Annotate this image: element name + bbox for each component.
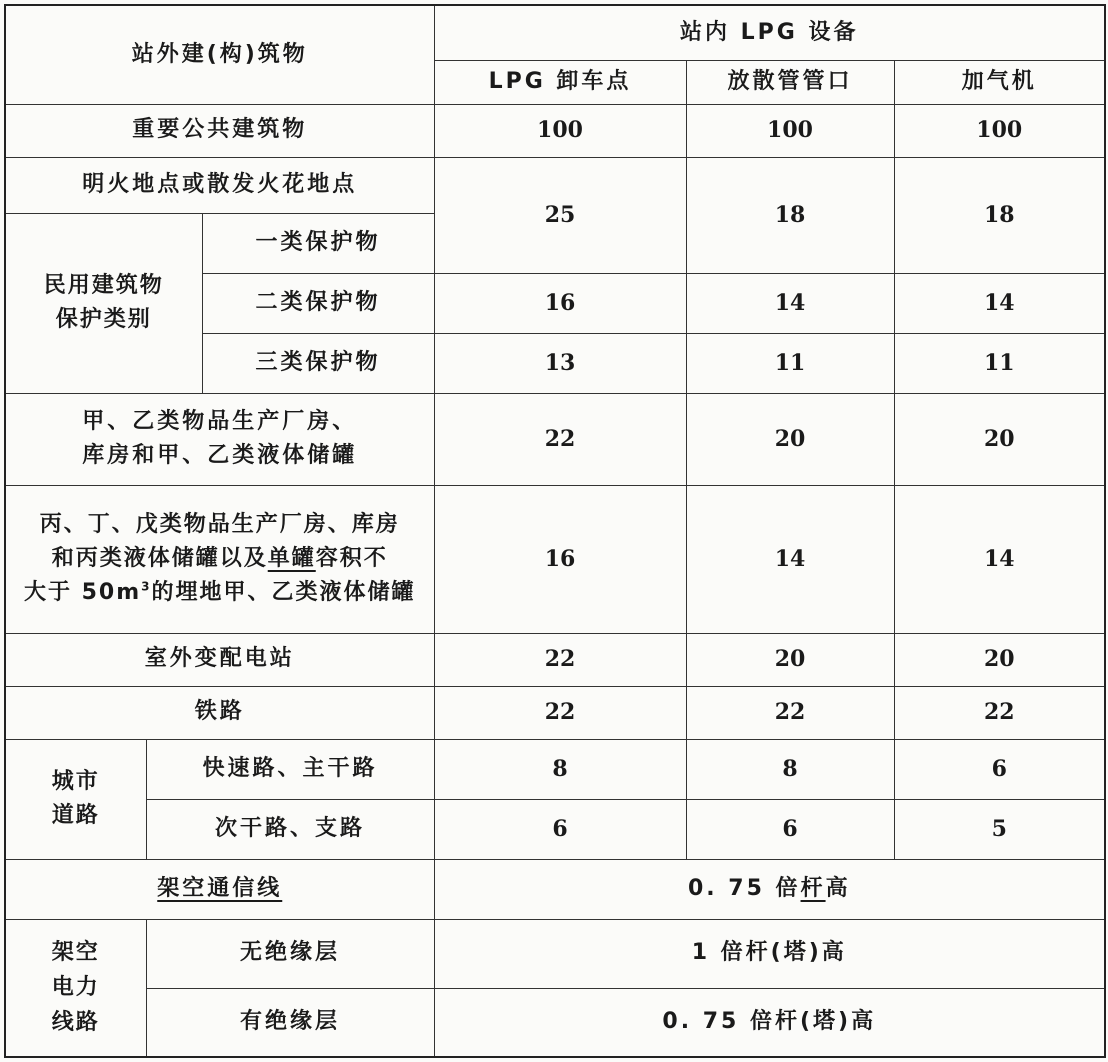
text-fragment: 的埋地甲、乙类液体储罐 bbox=[151, 580, 416, 606]
table-row bbox=[5, 988, 1105, 1057]
table-row bbox=[5, 919, 1105, 988]
table-row bbox=[5, 393, 1105, 485]
table-cell: 18 bbox=[686, 157, 894, 273]
row-label: 三类保护物 bbox=[202, 333, 434, 393]
header-inside-equipment: 站内 LPG 设备 bbox=[434, 5, 1105, 60]
merged-value-cell bbox=[434, 859, 1105, 919]
superscript: 3 bbox=[141, 579, 152, 594]
table-cell: 16 bbox=[434, 273, 686, 333]
table-cell: 22 bbox=[434, 393, 686, 485]
row-label: 铁路 bbox=[5, 686, 434, 739]
table-cell: 11 bbox=[686, 333, 894, 393]
column-header: 放散管管口 bbox=[686, 60, 894, 104]
power-line-group-label bbox=[5, 919, 146, 1057]
row-label bbox=[5, 393, 434, 485]
table-cell: 16 bbox=[434, 485, 686, 633]
row-label bbox=[5, 859, 434, 919]
table-cell: 22 bbox=[434, 633, 686, 686]
table-cell: 20 bbox=[686, 633, 894, 686]
row-label-line: 库房和甲、乙类液体储罐 bbox=[82, 443, 358, 468]
city-road-group-label bbox=[5, 739, 146, 859]
text-fragment: 大于 50m bbox=[23, 580, 142, 606]
table-cell: 22 bbox=[434, 686, 686, 739]
row-label-line bbox=[10, 542, 430, 576]
row-label-line: 丙、丁、戊类物品生产厂房、库房 bbox=[39, 511, 400, 537]
column-header: LPG 卸车点 bbox=[434, 60, 686, 104]
table-cell: 22 bbox=[686, 686, 894, 739]
underlined-text: 单罐 bbox=[267, 545, 316, 571]
table-cell: 22 bbox=[894, 686, 1105, 739]
row-label: 重要公共建筑物 bbox=[5, 104, 434, 157]
table-row bbox=[5, 739, 1105, 799]
table-cell: 14 bbox=[686, 485, 894, 633]
merged-value-cell: 1 倍杆(塔)高 bbox=[434, 919, 1105, 988]
table-cell: 14 bbox=[894, 485, 1105, 633]
row-label: 次干路、支路 bbox=[146, 799, 434, 859]
table-cell: 6 bbox=[434, 799, 686, 859]
text-fragment: 0. 75 倍 bbox=[687, 875, 801, 901]
column-header: 加气机 bbox=[894, 60, 1105, 104]
row-label: 室外变配电站 bbox=[5, 633, 434, 686]
row-label: 二类保护物 bbox=[202, 273, 434, 333]
group-label-line: 架空 bbox=[51, 939, 100, 965]
table-cell: 100 bbox=[434, 104, 686, 157]
underlined-text: 杆 bbox=[800, 875, 826, 901]
group-label-line: 电力 bbox=[51, 975, 100, 1001]
row-label: 快速路、主干路 bbox=[146, 739, 434, 799]
merged-value-cell: 0. 75 倍杆(塔)高 bbox=[434, 988, 1105, 1057]
text-fragment: 容积不 bbox=[315, 545, 388, 571]
table-cell: 20 bbox=[894, 393, 1105, 485]
row-label: 有绝缘层 bbox=[146, 988, 434, 1057]
group-label-line: 线路 bbox=[51, 1010, 100, 1036]
group-label-line: 城市 bbox=[51, 768, 100, 794]
row-label: 无绝缘层 bbox=[146, 919, 434, 988]
text-fragment: 和丙类液体储罐以及 bbox=[51, 545, 268, 571]
row-label-line: 甲、乙类物品生产厂房、 bbox=[82, 408, 358, 434]
row-label-line bbox=[10, 576, 430, 610]
table-cell: 6 bbox=[686, 799, 894, 859]
table-cell: 20 bbox=[686, 393, 894, 485]
row-label bbox=[5, 485, 434, 633]
table-row bbox=[5, 859, 1105, 919]
table-cell: 6 bbox=[894, 739, 1105, 799]
underlined-label: 架空通信线 bbox=[157, 875, 283, 901]
table-row bbox=[5, 485, 1105, 633]
header-outside-structure: 站外建(构)筑物 bbox=[5, 5, 434, 104]
table-cell: 100 bbox=[894, 104, 1105, 157]
table-row bbox=[5, 104, 1105, 157]
row-label: 明火地点或散发火花地点 bbox=[5, 157, 434, 213]
table-cell: 8 bbox=[686, 739, 894, 799]
civil-building-group-label bbox=[5, 213, 202, 393]
group-label-line: 民用建筑物 bbox=[43, 272, 164, 298]
table-row bbox=[5, 633, 1105, 686]
table-cell: 25 bbox=[434, 157, 686, 273]
table-cell: 13 bbox=[434, 333, 686, 393]
table-row bbox=[5, 5, 1105, 60]
distance-table bbox=[4, 4, 1106, 1058]
table-cell: 11 bbox=[894, 333, 1105, 393]
row-label: 一类保护物 bbox=[202, 213, 434, 273]
table-row bbox=[5, 686, 1105, 739]
table-cell: 14 bbox=[894, 273, 1105, 333]
table-row bbox=[5, 799, 1105, 859]
table-row bbox=[5, 157, 1105, 213]
table-cell: 8 bbox=[434, 739, 686, 799]
table-cell: 5 bbox=[894, 799, 1105, 859]
table-cell: 18 bbox=[894, 157, 1105, 273]
group-label-line: 道路 bbox=[51, 803, 100, 828]
table-cell: 20 bbox=[894, 633, 1105, 686]
text-fragment: 高 bbox=[825, 875, 851, 901]
group-label-line: 保护类别 bbox=[55, 307, 152, 332]
table-cell: 100 bbox=[686, 104, 894, 157]
table-cell: 14 bbox=[686, 273, 894, 333]
